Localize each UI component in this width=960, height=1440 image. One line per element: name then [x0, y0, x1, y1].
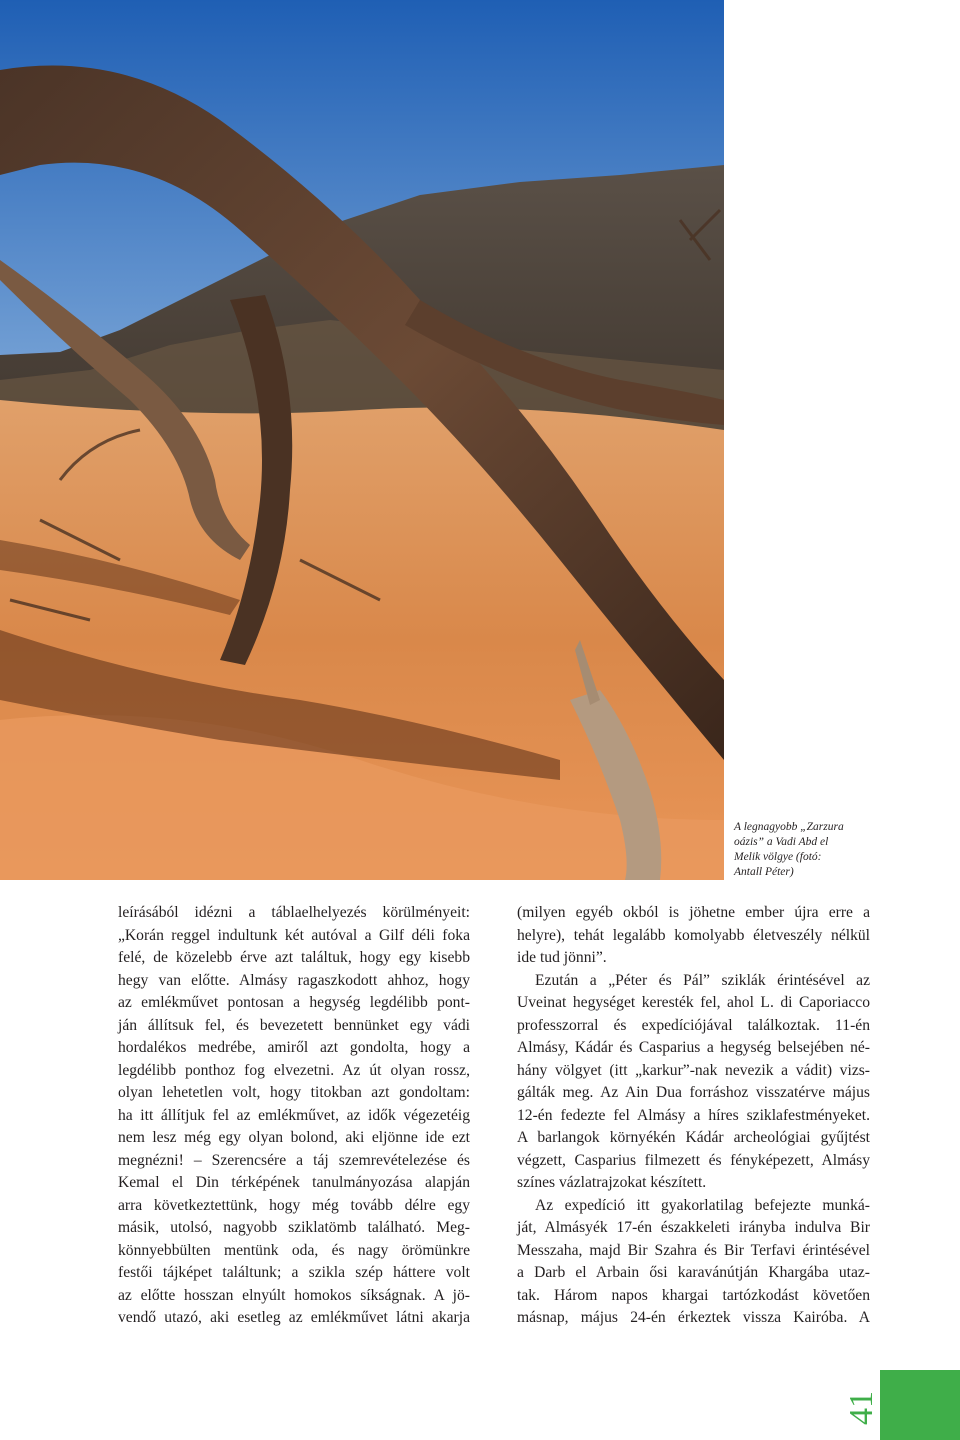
text-line: Almásy, Kádár és Casparius a hegység belsejében né- — [517, 1039, 870, 1056]
text-line: megnézni! – Szerencsére a táj szemrevételezése és — [118, 1151, 470, 1169]
text-line: 12-én fedezte fel Almásy a híres sziklafestményeket. — [517, 1106, 870, 1124]
text-line: felé, de közelebb érve azt találtuk, hogy egy kisebb — [118, 949, 470, 966]
text-line: Az expedíció itt gyakorlatilag befejezte munká- — [535, 1196, 870, 1214]
text-line: „Korán reggel indultunk két autóval a Gilf déli foka — [118, 926, 470, 944]
text-line: helyre), tehát legalább komolyabb életveszély nélkül — [517, 926, 870, 944]
text-line: színes vázlatrajzokat készített. — [517, 1174, 707, 1191]
paragraph — [517, 970, 870, 1195]
text-line: arra következtettünk, hogy még tovább délre egy — [118, 1196, 470, 1214]
page-number: 41 — [843, 1391, 880, 1425]
left-text-column — [118, 902, 470, 1330]
page-number-tab — [880, 1370, 960, 1440]
photo-caption — [734, 820, 934, 880]
caption-line: oázis” a Vadi Abd el — [734, 836, 829, 848]
text-line: Kemal el Din térképének tanulmányozása alapján — [118, 1174, 470, 1191]
right-text-column — [517, 902, 870, 1330]
text-line: ha itt állítjuk fel az emlékművet, az idők végezetéig — [118, 1106, 470, 1124]
text-line: Messzaha, majd Bir Szahra és Bir Terfavi érintésével — [517, 1241, 870, 1259]
text-line: másik, utolsó, nagyobb sziklatömb található. Meg- — [118, 1219, 470, 1236]
text-line: az előtte hosszan elnyúlt homokos síkságnak. A jö- — [118, 1286, 470, 1304]
text-line: hány völgyet (itt „karkur”-nak nevezik a vádit) vizs- — [517, 1061, 870, 1079]
paragraph — [517, 902, 870, 970]
text-line: másnap, május 24-én érkeztek vissza Kairóba. A — [517, 1309, 870, 1326]
desert-photo — [0, 0, 724, 880]
caption-line: Antall Péter) — [734, 866, 794, 878]
text-line: gálták meg. Az Ain Dua forráshoz visszatérve május — [517, 1084, 870, 1101]
caption-line: Melik völgye (fotó: — [734, 851, 822, 863]
text-line: Uveinat hegységet keresték fel, ahol L. di Caporiacco — [517, 994, 870, 1011]
paragraph — [517, 1195, 870, 1330]
text-line: az emlékművet pontosan a hegység legdélibb pont- — [118, 994, 470, 1011]
text-line: végzett, Casparius filmezett és fényképezett, Almásy — [517, 1151, 870, 1169]
text-line: Ezután a „Péter és Pál” sziklák érintésével az — [535, 971, 870, 989]
text-line: vendő utazó, aki esetleg az emlékművet látni akarja — [118, 1309, 470, 1326]
text-line: professzorral és expedíciójával találkoztak. 11-én — [517, 1016, 870, 1034]
caption-line: A legnagyobb „Zarzura — [734, 821, 844, 833]
text-line: nem lesz még egy olyan bolond, aki eljönne ide ezt — [118, 1129, 470, 1146]
text-line: könnyebbülten mentünk oda, és nagy örömünkre — [118, 1241, 470, 1259]
text-line: hordalékos medrébe, amiről azt gondolta, hogy a — [118, 1039, 470, 1056]
text-line: festői tájképet találtunk; a szikla szép háttere volt — [118, 1264, 470, 1281]
text-line: leírásából idézni a táblaelhelyezés körülményeit: — [118, 904, 470, 921]
text-line: hegy van előtte. Almásy ragaszkodott ahhoz, hogy — [118, 971, 470, 989]
text-line: olyan lehetetlen volt, hogy titokban azt gondoltam: — [118, 1084, 470, 1101]
text-line: A barlangok környékén Kádár archeológiai gyűjtést — [517, 1129, 870, 1146]
text-line: a Darb el Arbain ősi karavánútján Khargába utaz- — [517, 1264, 870, 1281]
text-line: ide tud jönni”. — [517, 949, 607, 966]
text-line: tak. Három napos khargai tartózkodást követően — [517, 1286, 870, 1304]
text-line: (milyen egyéb okból is jöhetne ember újra erre a — [517, 904, 870, 921]
text-line: ján állítsuk fel, és bevezetett bennünket egy vádi — [118, 1016, 470, 1034]
text-line: legdélibb ponthoz fog elvezetni. Az út olyan rossz, — [118, 1061, 470, 1079]
text-line: ját, Almásyék 17-én északkeleti irányba indulva Bir — [517, 1219, 870, 1236]
